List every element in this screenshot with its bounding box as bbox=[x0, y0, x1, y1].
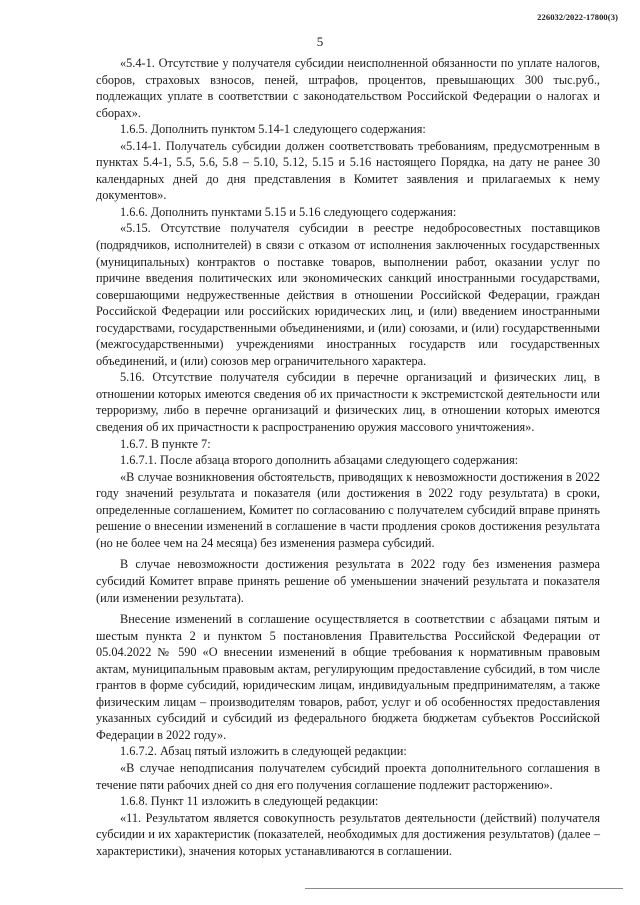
paragraph-5-15: «5.15. Отсутствие получателя субсидии в реестре недобросовестных поставщиков (подрядчиков, исполнителей) в связи с отказом от исполнения заключенных государственных (муниципальных) контрактов о поставке товаров, выполнении работ, оказании услуг по причине введения политических или экономических санкций иностранными государствами, совершающими недружественные действия в отношении Российской Федерации, граждан Российской Федерации или российских юридических лиц, и (или) введением иностранными государствами, государственными объединениями, и (или) союзами, и (или) государственными (межгосударственными) учреждениями иностранных государств или государственных объединений, и (или) союзов мер ограничительного характера. bbox=[96, 221, 600, 368]
paragraph-11-result: «11. Результатом является совокупность результатов деятельности (действий) получателя субсидии и их характеристик (показателей, необходимых для достижения результатов) (далее – характеристики), значения которых устанавливаются в соглашении. bbox=[96, 810, 600, 858]
paragraph-1-6-7: 1.6.7. В пункте 7: bbox=[120, 436, 211, 451]
paragraph-5-14-1: «5.14-1. Получатель субсидии должен соответствовать требованиям, предусмотренным в пунктах 5.4-1, 5.5, 5.6, 5.8 – 5.10, 5.12, 5.15 и 5.16 настоящего Порядка, на дату не ранее 30 календарных дней до дня представления в Комитет заявления и прилагаемых к нему документов». bbox=[96, 138, 600, 203]
paragraph-1-6-5: 1.6.5. Дополнить пунктом 5.14-1 следующего содержания: bbox=[120, 122, 426, 137]
bottom-divider bbox=[305, 888, 623, 889]
paragraph-5-4-1: «5.4-1. Отсутствие у получателя субсидии неисполненной обязанности по уплате налогов, сборов, страховых взносов, пеней, штрафов, процентов, превышающих 300 тыс.руб., подлежащих уплате в соответствии с законодательством Российской Федерации о налогах и сборах». bbox=[96, 56, 600, 120]
paragraph-1-6-6: 1.6.6. Дополнить пунктами 5.15 и 5.16 следующего содержания: bbox=[120, 204, 457, 219]
page-number: 5 bbox=[316, 34, 324, 49]
paragraph-1-6-8: 1.6.8. Пункт 11 изложить в следующей редакции: bbox=[120, 794, 379, 809]
paragraph-5-16: 5.16. Отсутствие получателя субсидии в перечне организаций и физических лиц, в отношении которых имеются сведения об их причастности к экстремистской деятельности или терроризму, либо в перечне организаций и физических лиц, в отношении которых имеются сведения об их причастности к распространению оружия массового уничтожения». bbox=[96, 370, 600, 435]
paragraph-impossibility: В случае невозможности достижения результата в 2022 году без изменения размера субсидий Комитет вправе принять решение об уменьшении значений результата и показателя (или изменении результата). bbox=[96, 557, 600, 605]
document-body bbox=[96, 55, 600, 859]
paragraph-1-6-7-2: 1.6.7.2. Абзац пятый изложить в следующей редакции: bbox=[120, 744, 407, 759]
document-registration-code: 226032/2022-17800(3) bbox=[537, 12, 618, 22]
paragraph-amendments: Внесение изменений в соглашение осуществляется в соответствии с абзацами пятым и шестым пункта 2 и пунктом 5 постановления Правительства Российской Федерации от 05.04.2022 № 590 «О внесении изменений в общие требования к нормативным правовым актам, муниципальным правовым актам, регулирующим предоставление субсидий, в том числе грантов в форме субсидий, юридическим лицам, индивидуальным предпринимателям, а также физическим лицам – производителям товаров, работ, услуг и об особенностях предоставления указанных субсидий и субсидий из федерального бюджета бюджетам субъектов Российской Федерации в 2022 году». bbox=[96, 612, 600, 742]
paragraph-circumstances: «В случае возникновения обстоятельств, приводящих к невозможности достижения в 2022 году значений результата и показателя (или достижения в 2022 году результата) в сроки, определенные соглашением, Комитет по согласованию с получателем субсидий вправе принять решение о внесении изменений в соглашение в части продления сроков достижения результата (но не более чем на 24 месяца) без изменения размера субсидий. bbox=[96, 469, 600, 550]
paragraph-1-6-7-1: 1.6.7.1. После абзаца второго дополнить абзацами следующего содержания: bbox=[120, 453, 519, 468]
paragraph-non-signing: «В случае неподписания получателем субсидий проекта дополнительного соглашения в течение пяти рабочих дней со дня его получения соглашение подлежит расторжению». bbox=[96, 760, 600, 792]
